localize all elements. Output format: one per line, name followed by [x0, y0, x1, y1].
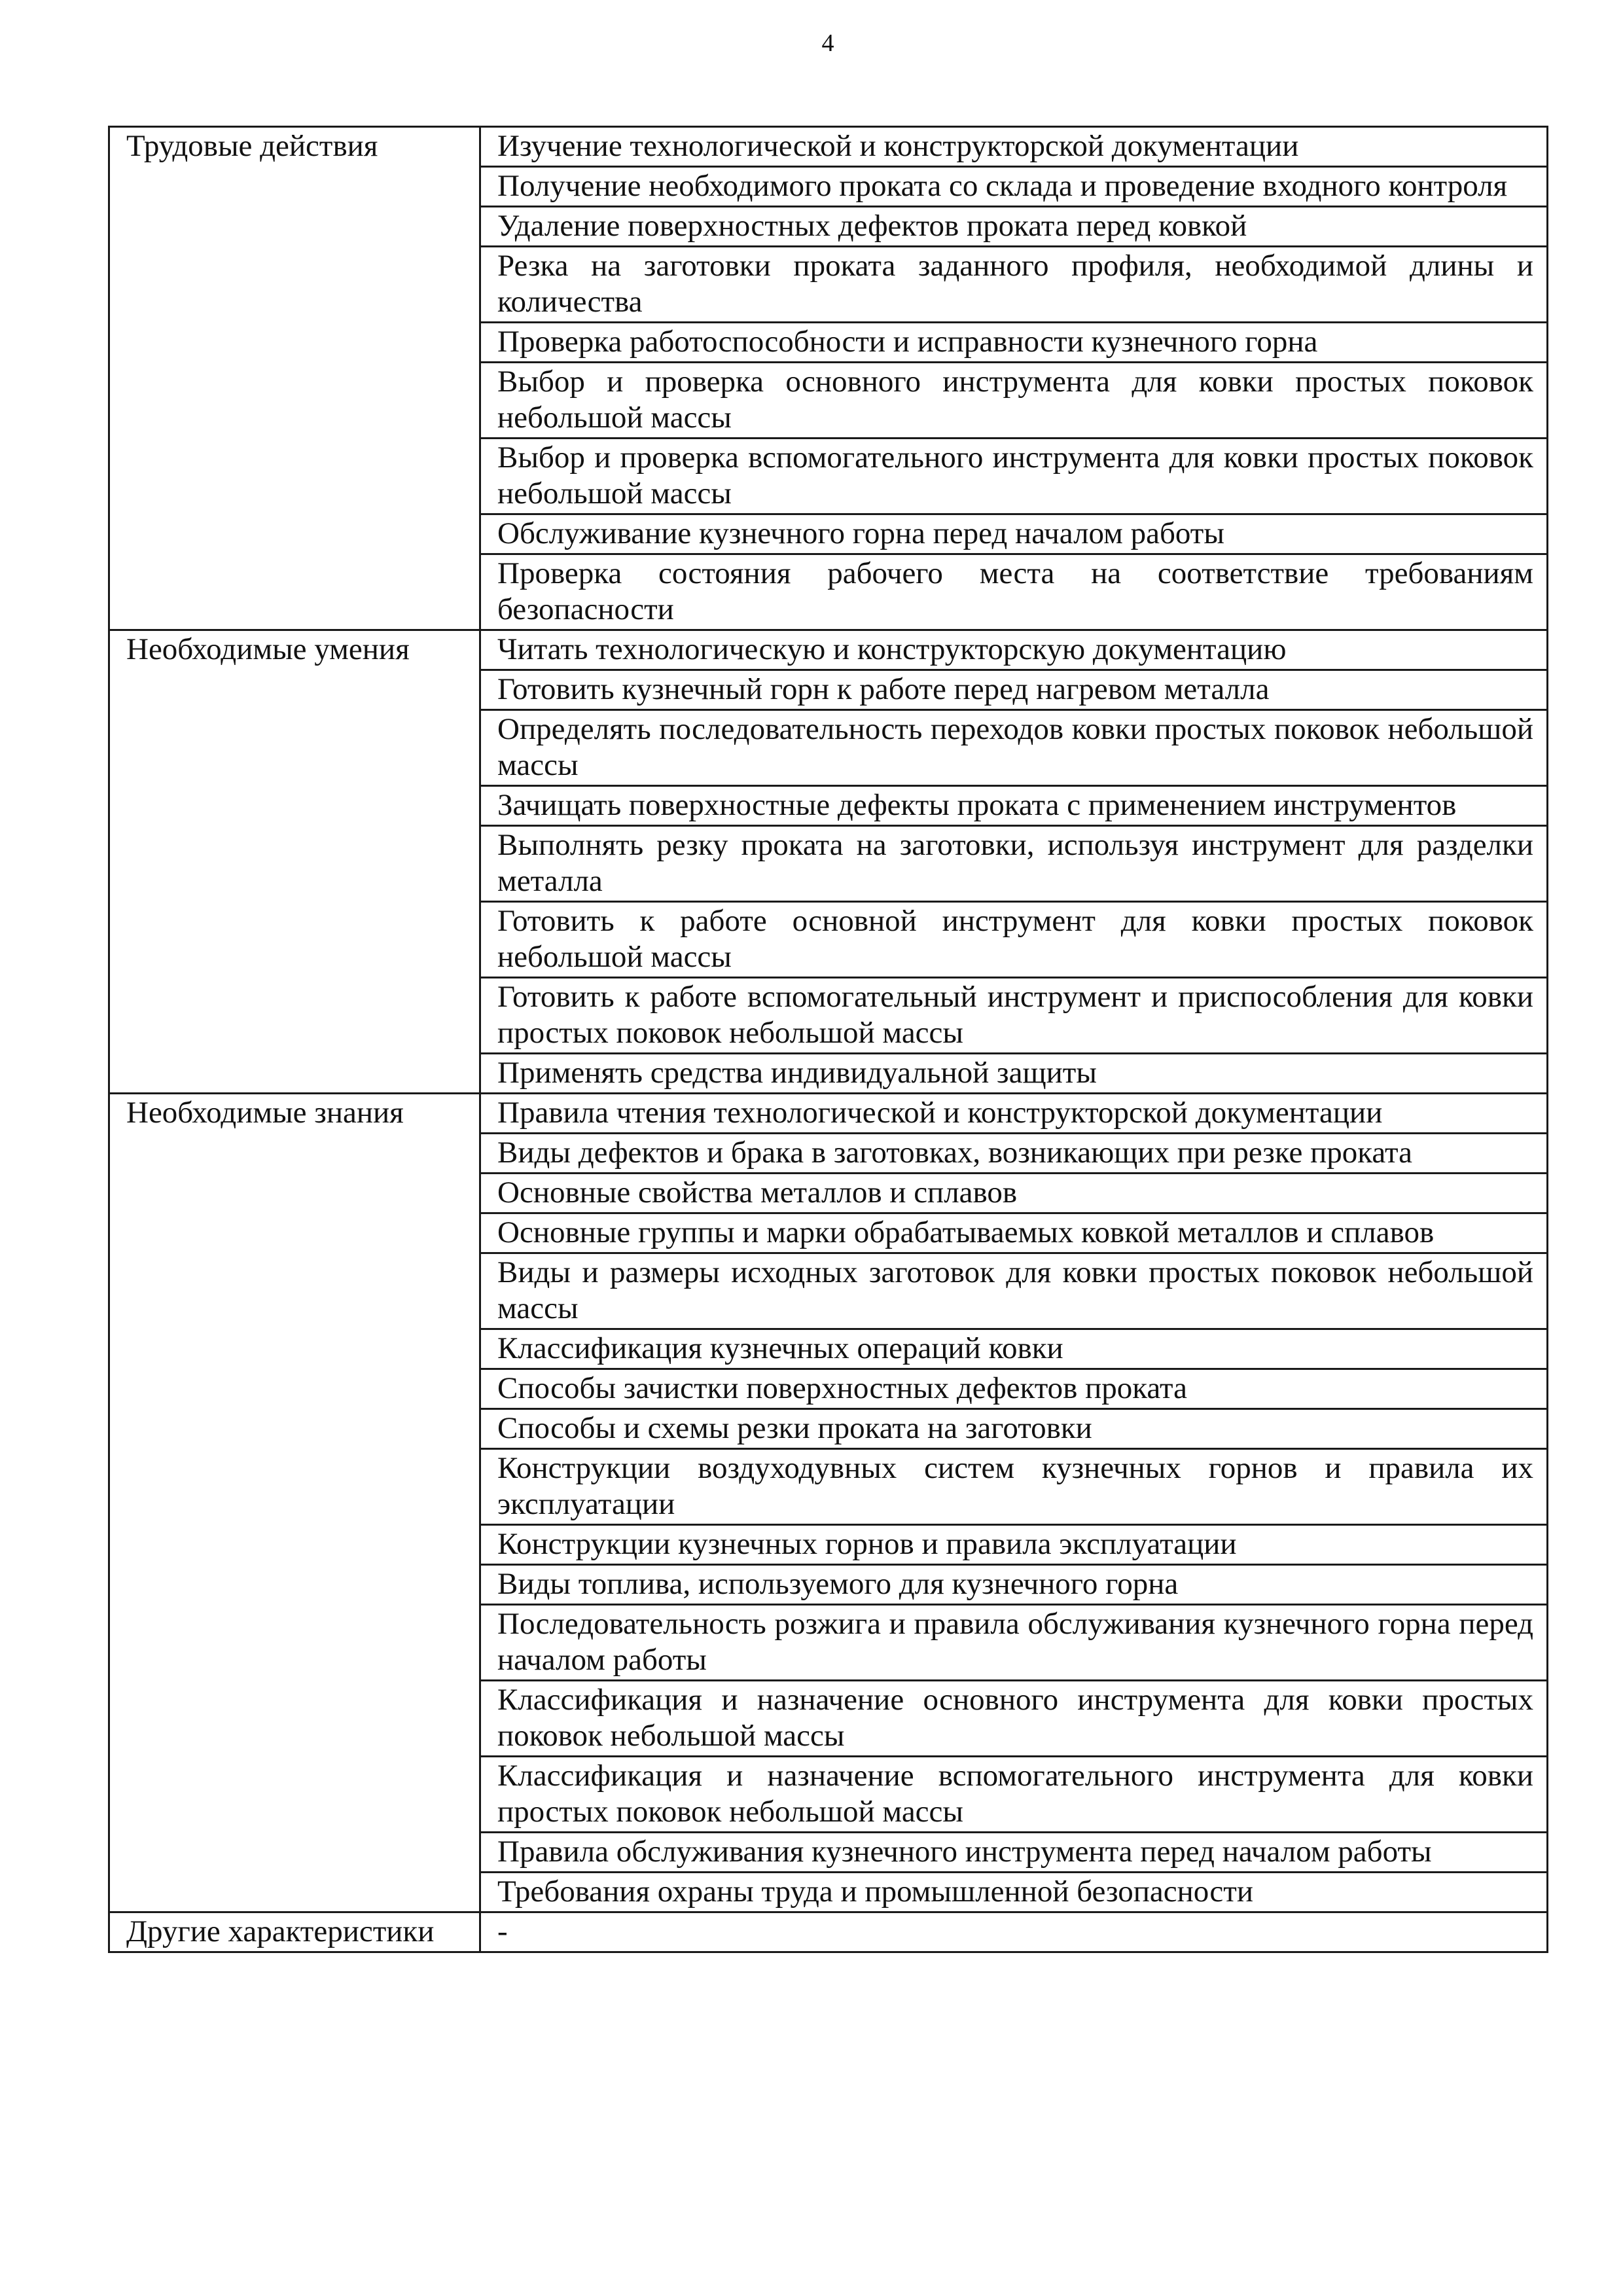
table-cell-item: Проверка работоспособности и исправности кузнечного горна — [480, 323, 1548, 363]
table-cell-item: Изучение технологической и конструкторской документации — [480, 127, 1548, 167]
table-cell-item: Обслуживание кузнечного горна перед началом работы — [480, 514, 1548, 554]
table-cell-item: Правила чтения технологической и конструкторской документации — [480, 1094, 1548, 1134]
table-row — [109, 127, 1548, 167]
table-cell-item: Основные группы и марки обрабатываемых ковкой металлов и сплавов — [480, 1213, 1548, 1253]
competency-table — [108, 126, 1548, 1953]
table-cell-item: Требования охраны труда и промышленной безопасности — [480, 1873, 1548, 1912]
table-cell-item: Классификация и назначение основного инструмента для ковки простых поковок небольшой массы — [480, 1681, 1548, 1757]
table-cell-item: Правила обслуживания кузнечного инструмента перед началом работы — [480, 1833, 1548, 1873]
table-cell-item: Выбор и проверка вспомогательного инструмента для ковки простых поковок небольшой массы — [480, 439, 1548, 514]
table-cell-item: Готовить к работе вспомогательный инструмент и приспособления для ковки простых поковок небольшой массы — [480, 978, 1548, 1054]
table-cell-item: Готовить к работе основной инструмент для ковки простых поковок небольшой массы — [480, 902, 1548, 978]
table-cell-item: Последовательность розжига и правила обслуживания кузнечного горна перед началом работы — [480, 1605, 1548, 1681]
table-cell-item: Проверка состояния рабочего места на соответствие требованиям безопасности — [480, 554, 1548, 630]
table-cell-item: Конструкции воздуходувных систем кузнечных горнов и правила их эксплуатации — [480, 1449, 1548, 1525]
table-cell-item: Определять последовательность переходов ковки простых поковок небольшой массы — [480, 710, 1548, 786]
table-cell-item: Получение необходимого проката со склада и проведение входного контроля — [480, 167, 1548, 207]
table-cell-item: Виды дефектов и брака в заготовках, возникающих при резке проката — [480, 1134, 1548, 1174]
table-cell-item: Резка на заготовки проката заданного профиля, необходимой длины и количества — [480, 247, 1548, 323]
table-cell-item: Классификация и назначение вспомогательного инструмента для ковки простых поковок небольшой массы — [480, 1757, 1548, 1833]
table-cell-item: Конструкции кузнечных горнов и правила эксплуатации — [480, 1525, 1548, 1565]
group-label-other-characteristics: Другие характеристики — [109, 1912, 480, 1952]
table-cell-item: Читать технологическую и конструкторскую документацию — [480, 630, 1548, 670]
group-label-required-skills: Необходимые умения — [109, 630, 480, 1094]
table-cell-item: Зачищать поверхностные дефекты проката с применением инструментов — [480, 786, 1548, 826]
table-cell-item: Готовить кузнечный горн к работе перед нагревом металла — [480, 670, 1548, 710]
table-cell-item: Виды и размеры исходных заготовок для ковки простых поковок небольшой массы — [480, 1253, 1548, 1329]
table-row — [109, 1094, 1548, 1134]
table-row — [109, 630, 1548, 670]
page-number: 4 — [821, 29, 834, 57]
table-cell-item: Удаление поверхностных дефектов проката перед ковкой — [480, 207, 1548, 247]
table-cell-item: Способы и схемы резки проката на заготовки — [480, 1409, 1548, 1449]
table-cell-item: Основные свойства металлов и сплавов — [480, 1174, 1548, 1213]
table-row — [109, 1912, 1548, 1952]
table-cell-item: Классификация кузнечных операций ковки — [480, 1329, 1548, 1369]
table-cell-item: - — [480, 1912, 1548, 1952]
group-label-required-knowledge: Необходимые знания — [109, 1094, 480, 1912]
table-cell-item: Выбор и проверка основного инструмента для ковки простых поковок небольшой массы — [480, 363, 1548, 439]
table-cell-item: Применять средства индивидуальной защиты — [480, 1054, 1548, 1094]
group-label-labor-actions: Трудовые действия — [109, 127, 480, 630]
table-cell-item: Виды топлива, используемого для кузнечного горна — [480, 1565, 1548, 1605]
table-cell-item: Выполнять резку проката на заготовки, используя инструмент для разделки металла — [480, 826, 1548, 902]
table-cell-item: Способы зачистки поверхностных дефектов проката — [480, 1369, 1548, 1409]
competency-table-body — [109, 127, 1548, 1952]
